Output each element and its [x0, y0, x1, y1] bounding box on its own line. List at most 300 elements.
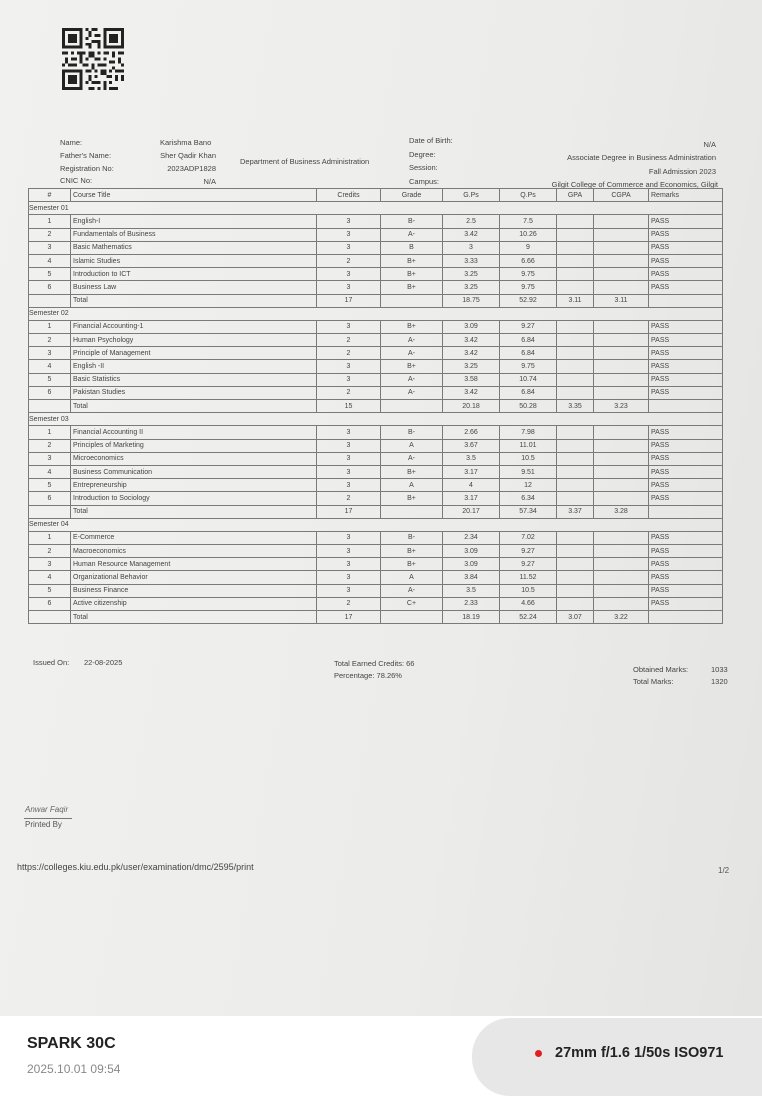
course-number: 5 — [29, 373, 71, 386]
total-qps: 57.34 — [500, 505, 557, 518]
course-cgpa-cell — [594, 347, 649, 360]
table-row — [29, 347, 723, 360]
course-gps: 3.25 — [443, 268, 500, 281]
course-number: 2 — [29, 439, 71, 452]
course-number: 1 — [29, 320, 71, 333]
total-grade-blank — [381, 400, 443, 413]
course-qps: 10.26 — [500, 228, 557, 241]
course-remarks: PASS — [649, 241, 723, 254]
course-gps: 3.17 — [443, 465, 500, 478]
course-gps: 3.42 — [443, 347, 500, 360]
course-number: 5 — [29, 584, 71, 597]
course-title: Active citizenship — [71, 597, 317, 610]
course-remarks: PASS — [649, 268, 723, 281]
semester-title: Semester 04 — [29, 518, 723, 531]
course-credits: 3 — [317, 465, 381, 478]
course-credits: 3 — [317, 558, 381, 571]
total-gps: 20.18 — [443, 400, 500, 413]
course-qps: 9 — [500, 241, 557, 254]
course-title: Basic Statistics — [71, 373, 317, 386]
course-credits: 3 — [317, 320, 381, 333]
registration-number: 2023ADP1828 — [167, 164, 216, 173]
table-row — [29, 334, 723, 347]
total-credits: 17 — [317, 294, 381, 307]
semester-title: Semester 01 — [29, 202, 723, 215]
course-credits: 3 — [317, 479, 381, 492]
total-qps: 50.28 — [500, 400, 557, 413]
course-credits: 2 — [317, 334, 381, 347]
course-remarks: PASS — [649, 215, 723, 228]
course-gpa-cell — [557, 439, 594, 452]
course-cgpa-cell — [594, 281, 649, 294]
course-cgpa-cell — [594, 452, 649, 465]
course-remarks: PASS — [649, 597, 723, 610]
course-qps: 9.27 — [500, 320, 557, 333]
course-gpa-cell — [557, 584, 594, 597]
course-remarks: PASS — [649, 531, 723, 544]
course-qps: 9.75 — [500, 281, 557, 294]
total-earned-credits: Total Earned Credits: 66 — [334, 659, 415, 668]
course-credits: 2 — [317, 386, 381, 399]
course-cgpa-cell — [594, 584, 649, 597]
course-gps: 3.09 — [443, 320, 500, 333]
course-qps: 4.66 — [500, 597, 557, 610]
col-header-gpa: GPA — [557, 189, 594, 202]
course-number: 6 — [29, 386, 71, 399]
course-qps: 9.75 — [500, 268, 557, 281]
degree-value: Associate Degree in Business Administration — [567, 153, 716, 162]
course-cgpa-cell — [594, 439, 649, 452]
semester-cgpa: 3.11 — [594, 294, 649, 307]
course-credits: 3 — [317, 545, 381, 558]
course-grade: B+ — [381, 268, 443, 281]
dob-label: Date of Birth: — [409, 136, 453, 145]
course-remarks: PASS — [649, 584, 723, 597]
semester-total-row — [29, 400, 723, 413]
course-grade: A- — [381, 584, 443, 597]
table-row — [29, 452, 723, 465]
course-gpa-cell — [557, 228, 594, 241]
course-grade: A- — [381, 228, 443, 241]
semester-cgpa: 3.23 — [594, 400, 649, 413]
course-gpa-cell — [557, 215, 594, 228]
semester-gpa: 3.37 — [557, 505, 594, 518]
course-credits: 2 — [317, 254, 381, 267]
table-row — [29, 571, 723, 584]
course-gps: 3.42 — [443, 386, 500, 399]
course-qps: 6.66 — [500, 254, 557, 267]
course-grade: B+ — [381, 545, 443, 558]
course-number: 2 — [29, 228, 71, 241]
total-qps: 52.92 — [500, 294, 557, 307]
course-grade: A- — [381, 386, 443, 399]
course-cgpa-cell — [594, 373, 649, 386]
course-gpa-cell — [557, 373, 594, 386]
course-gps: 3.25 — [443, 281, 500, 294]
course-number: 3 — [29, 452, 71, 465]
table-row — [29, 386, 723, 399]
course-remarks: PASS — [649, 558, 723, 571]
course-number: 6 — [29, 597, 71, 610]
total-grade-blank — [381, 294, 443, 307]
course-grade: B- — [381, 531, 443, 544]
total-credits: 17 — [317, 505, 381, 518]
course-qps: 6.34 — [500, 492, 557, 505]
course-number: 3 — [29, 241, 71, 254]
semester-header-row — [29, 518, 723, 531]
total-label: Total — [71, 611, 317, 624]
course-title: Basic Mathematics — [71, 241, 317, 254]
course-qps: 6.84 — [500, 347, 557, 360]
table-row — [29, 479, 723, 492]
course-cgpa-cell — [594, 228, 649, 241]
course-remarks: PASS — [649, 320, 723, 333]
department-name: Department of Business Administration — [240, 157, 370, 166]
table-row — [29, 426, 723, 439]
course-grade: B+ — [381, 465, 443, 478]
course-cgpa-cell — [594, 386, 649, 399]
results-table-body — [29, 202, 723, 624]
course-gps: 3.25 — [443, 360, 500, 373]
registration-label: Registration No: — [60, 164, 114, 173]
course-gps: 3.58 — [443, 373, 500, 386]
course-qps: 11.01 — [500, 439, 557, 452]
course-gps: 3.67 — [443, 439, 500, 452]
course-cgpa-cell — [594, 465, 649, 478]
total-label: Total — [71, 294, 317, 307]
course-remarks: PASS — [649, 571, 723, 584]
table-row — [29, 228, 723, 241]
course-grade: B — [381, 241, 443, 254]
course-gps: 2.5 — [443, 215, 500, 228]
course-gpa-cell — [557, 558, 594, 571]
table-row — [29, 439, 723, 452]
course-gps: 3.5 — [443, 452, 500, 465]
course-gps: 3.42 — [443, 334, 500, 347]
course-qps: 11.52 — [500, 571, 557, 584]
course-cgpa-cell — [594, 320, 649, 333]
course-cgpa-cell — [594, 241, 649, 254]
table-header-row — [29, 189, 723, 202]
total-blank — [29, 505, 71, 518]
total-credits: 15 — [317, 400, 381, 413]
course-number: 1 — [29, 215, 71, 228]
table-row — [29, 215, 723, 228]
semester-gpa: 3.35 — [557, 400, 594, 413]
course-remarks: PASS — [649, 254, 723, 267]
course-grade: A — [381, 571, 443, 584]
page-number: 1/2 — [718, 866, 730, 875]
course-credits: 2 — [317, 347, 381, 360]
course-gps: 4 — [443, 479, 500, 492]
course-gpa-cell — [557, 597, 594, 610]
col-header-gps: G.Ps — [443, 189, 500, 202]
course-title: Principles of Marketing — [71, 439, 317, 452]
total-grade-blank — [381, 611, 443, 624]
semester-gpa: 3.07 — [557, 611, 594, 624]
student-name: Karishma Bano — [160, 138, 212, 147]
course-gps: 2.34 — [443, 531, 500, 544]
campus-label: Campus: — [409, 177, 440, 186]
course-credits: 3 — [317, 571, 381, 584]
col-header-number: # — [29, 189, 71, 202]
course-qps: 12 — [500, 479, 557, 492]
table-row — [29, 268, 723, 281]
course-grade: B- — [381, 215, 443, 228]
semester-header-row — [29, 202, 723, 215]
total-gps: 18.19 — [443, 611, 500, 624]
course-cgpa-cell — [594, 597, 649, 610]
course-title: Fundamentals of Business — [71, 228, 317, 241]
col-header-credits: Credits — [317, 189, 381, 202]
course-title: Business Communication — [71, 465, 317, 478]
course-gps: 3.33 — [443, 254, 500, 267]
course-credits: 3 — [317, 281, 381, 294]
course-gps: 2.33 — [443, 597, 500, 610]
percentage: Percentage: 78.26% — [334, 671, 402, 680]
course-title: Human Resource Management — [71, 558, 317, 571]
course-gpa-cell — [557, 360, 594, 373]
course-gpa-cell — [557, 320, 594, 333]
course-credits: 3 — [317, 452, 381, 465]
total-gps: 18.75 — [443, 294, 500, 307]
total-qps: 52.24 — [500, 611, 557, 624]
col-header-course-title: Course Title — [71, 189, 317, 202]
printed-by-label: Printed By — [25, 820, 62, 829]
course-credits: 2 — [317, 492, 381, 505]
course-remarks: PASS — [649, 347, 723, 360]
course-number: 3 — [29, 558, 71, 571]
course-qps: 7.5 — [500, 215, 557, 228]
table-row — [29, 320, 723, 333]
cnic-number: N/A — [203, 177, 216, 186]
results-table — [28, 188, 722, 624]
course-gpa-cell — [557, 545, 594, 558]
course-gps: 3.84 — [443, 571, 500, 584]
print-url: https://colleges.kiu.edu.pk/user/examination/dmc/2595/print — [17, 862, 254, 872]
course-cgpa-cell — [594, 545, 649, 558]
course-qps: 7.02 — [500, 531, 557, 544]
semester-title: Semester 03 — [29, 413, 723, 426]
table-row — [29, 584, 723, 597]
course-title: Organizational Behavior — [71, 571, 317, 584]
course-gpa-cell — [557, 241, 594, 254]
total-credits: 17 — [317, 611, 381, 624]
total-label: Total — [71, 505, 317, 518]
course-grade: B+ — [381, 492, 443, 505]
total-marks-label: Total Marks: — [633, 677, 674, 686]
total-blank — [29, 294, 71, 307]
total-remarks-blank — [649, 294, 723, 307]
course-remarks: PASS — [649, 281, 723, 294]
course-number: 6 — [29, 492, 71, 505]
course-title: Microeconomics — [71, 452, 317, 465]
table-row — [29, 558, 723, 571]
course-gps: 2.66 — [443, 426, 500, 439]
table-row — [29, 465, 723, 478]
course-gpa-cell — [557, 268, 594, 281]
course-grade: A- — [381, 334, 443, 347]
course-remarks: PASS — [649, 386, 723, 399]
course-title: Introduction to ICT — [71, 268, 317, 281]
record-dot-icon — [535, 1050, 542, 1057]
obtained-marks-label: Obtained Marks: — [633, 665, 689, 674]
table-row — [29, 531, 723, 544]
course-remarks: PASS — [649, 545, 723, 558]
course-qps: 10.5 — [500, 584, 557, 597]
course-credits: 3 — [317, 268, 381, 281]
semester-cgpa: 3.22 — [594, 611, 649, 624]
course-grade: B+ — [381, 281, 443, 294]
course-title: English -II — [71, 360, 317, 373]
course-remarks: PASS — [649, 373, 723, 386]
course-remarks: PASS — [649, 360, 723, 373]
photo-datetime: 2025.10.01 09:54 — [27, 1062, 121, 1076]
course-number: 4 — [29, 254, 71, 267]
total-remarks-blank — [649, 400, 723, 413]
issued-label: Issued On: — [33, 658, 70, 667]
course-credits: 3 — [317, 584, 381, 597]
col-header-remarks: Remarks — [649, 189, 723, 202]
table-row — [29, 492, 723, 505]
course-number: 2 — [29, 334, 71, 347]
course-title: Financial Accounting-1 — [71, 320, 317, 333]
course-title: Introduction to Sociology — [71, 492, 317, 505]
course-qps: 10.74 — [500, 373, 557, 386]
course-title: Human Psychology — [71, 334, 317, 347]
course-gpa-cell — [557, 571, 594, 584]
course-number: 2 — [29, 545, 71, 558]
obtained-marks: 1033 — [711, 665, 728, 674]
course-grade: A- — [381, 373, 443, 386]
course-grade: C+ — [381, 597, 443, 610]
course-gpa-cell — [557, 426, 594, 439]
name-label: Name: — [60, 138, 83, 147]
course-gpa-cell — [557, 452, 594, 465]
course-title: English-I — [71, 215, 317, 228]
course-gps: 3.09 — [443, 558, 500, 571]
total-blank — [29, 611, 71, 624]
course-gpa-cell — [557, 479, 594, 492]
father-name: Sher Qadir Khan — [160, 151, 216, 160]
course-qps: 9.27 — [500, 545, 557, 558]
semester-total-row — [29, 294, 723, 307]
course-remarks: PASS — [649, 452, 723, 465]
table-row — [29, 281, 723, 294]
father-label: Father's Name: — [60, 151, 112, 160]
course-cgpa-cell — [594, 558, 649, 571]
semester-total-row — [29, 611, 723, 624]
course-credits: 3 — [317, 373, 381, 386]
col-header-grade: Grade — [381, 189, 443, 202]
course-title: Business Law — [71, 281, 317, 294]
course-gps: 3.09 — [443, 545, 500, 558]
col-header-qps: Q.Ps — [500, 189, 557, 202]
semester-gpa: 3.11 — [557, 294, 594, 307]
course-credits: 3 — [317, 241, 381, 254]
total-marks: 1320 — [711, 677, 728, 686]
course-grade: A — [381, 439, 443, 452]
course-grade: A- — [381, 347, 443, 360]
course-remarks: PASS — [649, 426, 723, 439]
course-qps: 7.98 — [500, 426, 557, 439]
table-row — [29, 360, 723, 373]
course-gpa-cell — [557, 254, 594, 267]
course-qps: 9.75 — [500, 360, 557, 373]
total-label: Total — [71, 400, 317, 413]
total-grade-blank — [381, 505, 443, 518]
course-remarks: PASS — [649, 492, 723, 505]
course-gpa-cell — [557, 347, 594, 360]
course-remarks: PASS — [649, 334, 723, 347]
course-cgpa-cell — [594, 268, 649, 281]
course-grade: B- — [381, 426, 443, 439]
dob-value: N/A — [703, 140, 716, 149]
course-cgpa-cell — [594, 531, 649, 544]
course-number: 6 — [29, 281, 71, 294]
signature-name: Anwar Faqir — [25, 805, 69, 814]
course-grade: B+ — [381, 320, 443, 333]
course-credits: 3 — [317, 228, 381, 241]
course-grade: A- — [381, 452, 443, 465]
total-remarks-blank — [649, 505, 723, 518]
table-row — [29, 597, 723, 610]
course-title: E-Commerce — [71, 531, 317, 544]
course-credits: 2 — [317, 597, 381, 610]
course-cgpa-cell — [594, 571, 649, 584]
course-gpa-cell — [557, 492, 594, 505]
course-gps: 3.5 — [443, 584, 500, 597]
course-gpa-cell — [557, 281, 594, 294]
course-remarks: PASS — [649, 465, 723, 478]
semester-cgpa: 3.28 — [594, 505, 649, 518]
course-credits: 3 — [317, 426, 381, 439]
course-title: Financial Accounting II — [71, 426, 317, 439]
course-title: Pakistan Studies — [71, 386, 317, 399]
semester-title: Semester 02 — [29, 307, 723, 320]
course-remarks: PASS — [649, 228, 723, 241]
course-cgpa-cell — [594, 426, 649, 439]
course-title: Islamic Studies — [71, 254, 317, 267]
course-qps: 10.5 — [500, 452, 557, 465]
course-gps: 3.17 — [443, 492, 500, 505]
course-grade: B+ — [381, 558, 443, 571]
course-remarks: PASS — [649, 479, 723, 492]
camera-specs: 27mm f/1.6 1/50s ISO971 — [555, 1045, 724, 1061]
course-qps: 9.27 — [500, 558, 557, 571]
course-number: 4 — [29, 360, 71, 373]
issued-date: 22-08-2025 — [84, 658, 123, 667]
course-qps: 6.84 — [500, 386, 557, 399]
course-credits: 3 — [317, 360, 381, 373]
course-number: 4 — [29, 465, 71, 478]
semester-header-row — [29, 307, 723, 320]
course-gpa-cell — [557, 386, 594, 399]
course-number: 5 — [29, 479, 71, 492]
table-row — [29, 373, 723, 386]
course-number: 1 — [29, 531, 71, 544]
course-title: Macroeconomics — [71, 545, 317, 558]
course-credits: 3 — [317, 215, 381, 228]
course-title: Entrepreneurship — [71, 479, 317, 492]
total-remarks-blank — [649, 611, 723, 624]
course-title: Business Finance — [71, 584, 317, 597]
course-gpa-cell — [557, 531, 594, 544]
camera-model: SPARK 30C — [27, 1035, 116, 1052]
course-cgpa-cell — [594, 254, 649, 267]
qr-code-icon — [61, 28, 125, 90]
col-header-cgpa: CGPA — [594, 189, 649, 202]
